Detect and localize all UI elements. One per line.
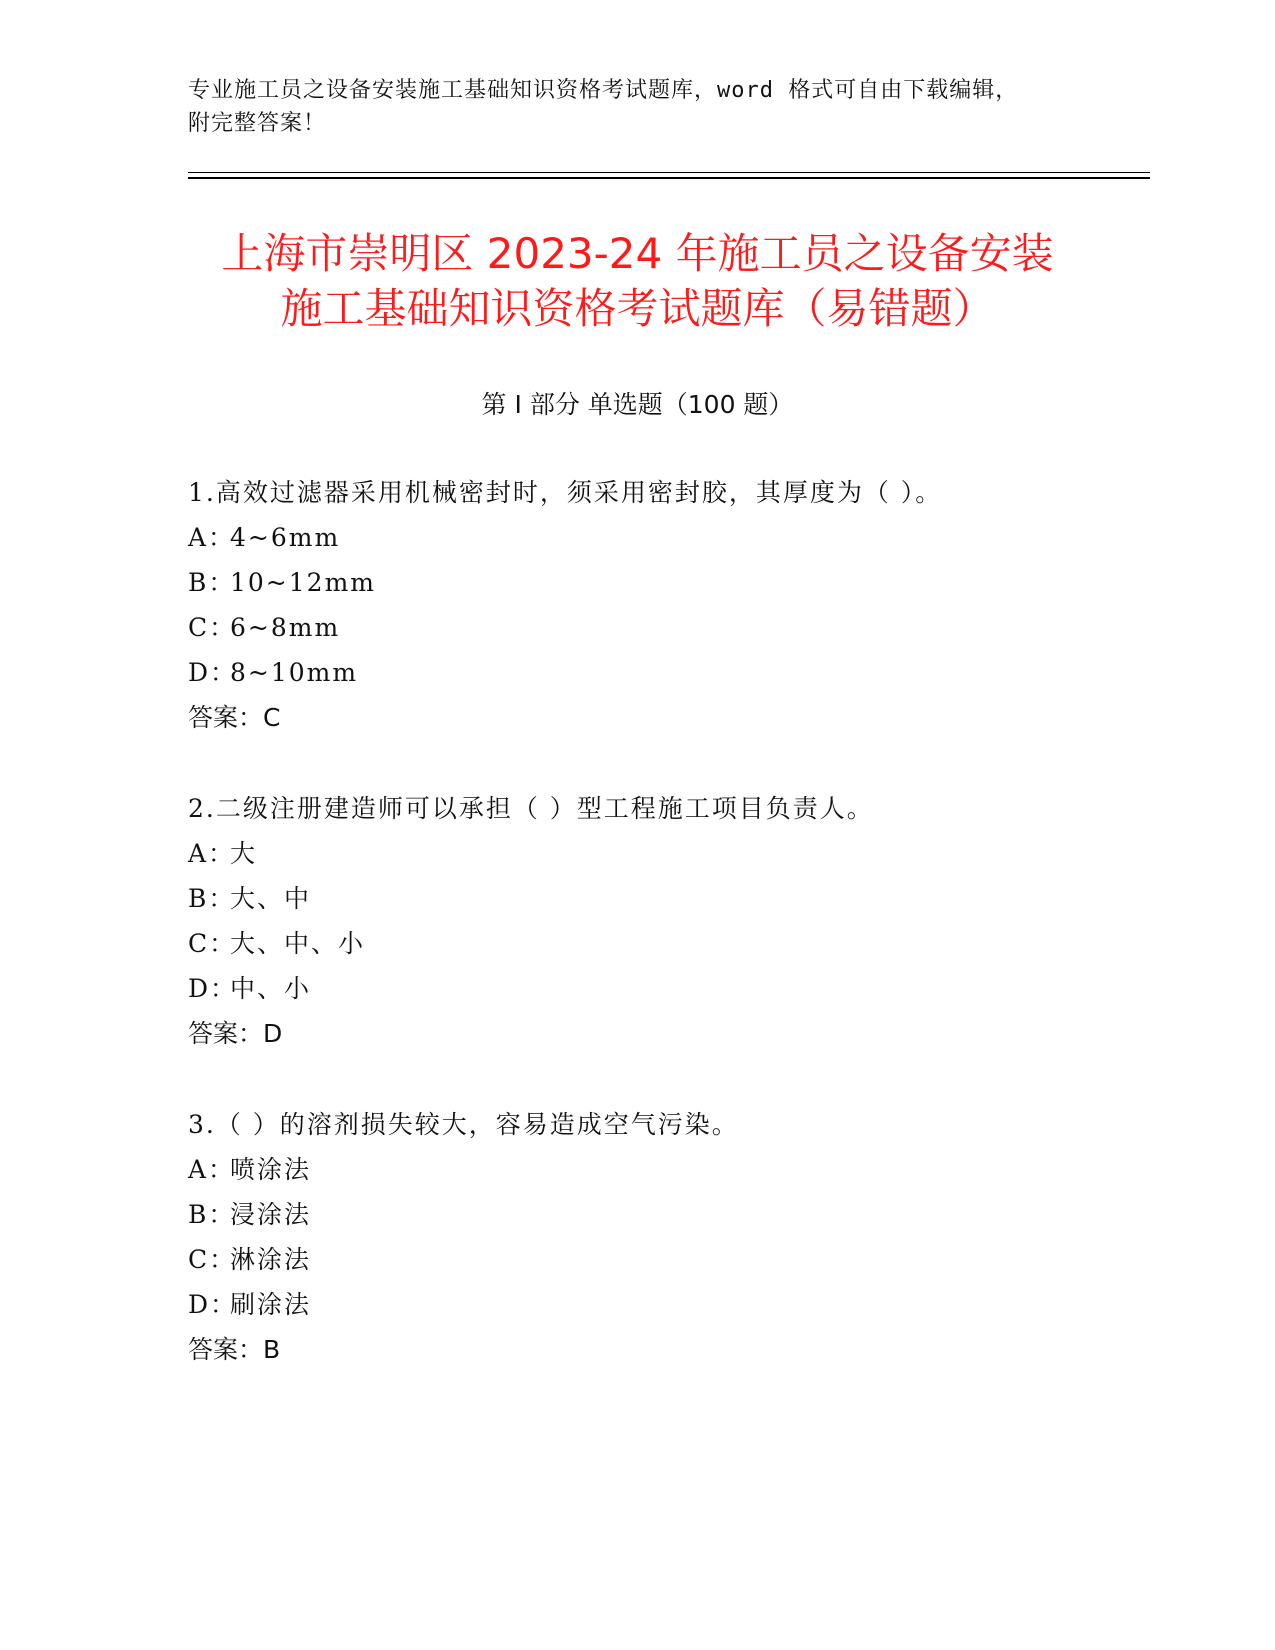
question-option-d bbox=[188, 966, 1148, 1011]
option-text: 淋涂法 bbox=[230, 1245, 312, 1274]
section-title: 第 I 部分 单选题（100 题） bbox=[481, 390, 794, 419]
question-option-c bbox=[188, 921, 1148, 966]
option-key: B： bbox=[188, 1200, 236, 1229]
question-answer: 答案：C bbox=[188, 703, 281, 732]
option-text: 喷涂法 bbox=[230, 1155, 312, 1184]
header-note bbox=[188, 74, 1088, 140]
option-key: A： bbox=[188, 1155, 236, 1184]
question-option-d bbox=[188, 650, 1148, 695]
question-stem: 1.高效过滤器采用机械密封时，须采用密封胶，其厚度为（ ）。 bbox=[188, 478, 943, 507]
option-key: D： bbox=[188, 658, 238, 687]
option-text: 浸涂法 bbox=[230, 1200, 312, 1229]
question-item bbox=[188, 470, 1148, 740]
question-stem: 3.（ ）的溶剂损失较大，容易造成空气污染。 bbox=[188, 1110, 739, 1139]
question-option-b bbox=[188, 876, 1148, 921]
question-answer: 答案：B bbox=[188, 1335, 281, 1364]
option-key: D： bbox=[188, 974, 238, 1003]
question-answer: 答案：D bbox=[188, 1019, 283, 1048]
option-text: 8~10mm bbox=[230, 658, 359, 687]
header-divider-thin bbox=[188, 172, 1150, 173]
option-text: 10~12mm bbox=[230, 568, 376, 597]
question-option-a bbox=[188, 1147, 1148, 1192]
option-text: 4~6mm bbox=[230, 523, 341, 552]
option-text: 中、小 bbox=[230, 974, 312, 1003]
question-option-c bbox=[188, 1237, 1148, 1282]
document-title bbox=[150, 226, 1125, 336]
option-key: A： bbox=[188, 839, 236, 868]
option-text: 6~8mm bbox=[230, 613, 341, 642]
question-option-b bbox=[188, 560, 1148, 605]
document-title-line1: 上海市崇明区 2023-24 年施工员之设备安装 bbox=[221, 229, 1054, 278]
option-text: 大 bbox=[230, 839, 258, 868]
question-item bbox=[188, 786, 1148, 1056]
option-key: C： bbox=[188, 613, 237, 642]
option-key: C： bbox=[188, 1245, 237, 1274]
question-stem: 2.二级注册建造师可以承担（ ）型工程施工项目负责人。 bbox=[188, 794, 874, 823]
question-option-c bbox=[188, 605, 1148, 650]
option-key: B： bbox=[188, 568, 236, 597]
question-option-a bbox=[188, 515, 1148, 560]
header-divider-thick bbox=[188, 177, 1150, 179]
option-key: C： bbox=[188, 929, 237, 958]
option-key: B： bbox=[188, 884, 236, 913]
question-option-d bbox=[188, 1282, 1148, 1327]
document-title-line2: 施工基础知识资格考试题库（易错题） bbox=[280, 284, 995, 333]
question-option-b bbox=[188, 1192, 1148, 1237]
header-note-line2: 附完整答案！ bbox=[188, 111, 327, 136]
question-item bbox=[188, 1102, 1148, 1372]
option-text: 大、中 bbox=[230, 884, 312, 913]
option-key: D： bbox=[188, 1290, 238, 1319]
header-note-line1: 专业施工员之设备安装施工基础知识资格考试题库，word 格式可自由下载编辑， bbox=[188, 78, 1019, 103]
question-option-a bbox=[188, 831, 1148, 876]
option-text: 刷涂法 bbox=[230, 1290, 312, 1319]
option-text: 大、中、小 bbox=[230, 929, 366, 958]
option-key: A： bbox=[188, 523, 236, 552]
